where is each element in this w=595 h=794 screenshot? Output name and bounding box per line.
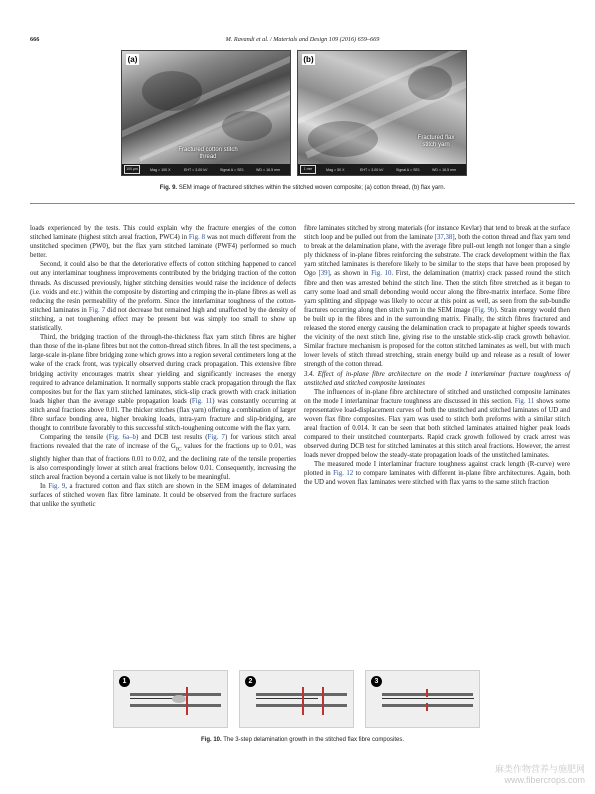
citation-link[interactable]: [37,38] (434, 234, 455, 242)
step-number: 1 (119, 676, 130, 687)
citation-link[interactable]: [39] (318, 270, 330, 278)
panel-label-a: (a) (127, 55, 138, 64)
sem-info-eht: EHT = 3.00 kV (184, 168, 208, 172)
sem-info-mag: Mag = 100 X (150, 168, 171, 172)
figure-ref-link[interactable]: Fig. 9 (48, 482, 66, 490)
divider (30, 203, 575, 204)
figure-9-caption-text: SEM image of fractured stitches within the stitched woven composite; (a) cotton thread, (b) flax yarn. (177, 185, 446, 191)
figure-9-label: Fig. 9. (159, 185, 178, 191)
paragraph: The influences of in-plane fibre architecture of stitched and unstitched composite laminates on the mode I interlaminar fracture toughness are discussed in this section. Fig. 11 shows some representative load-displacement curves of both the unstitched and stitched laminates of UD and woven flax fibre composites. Flax yarn was used to stitch both preforms with a similar stitch areal fraction of 0.014. It can be seen that both stitched laminates attained higher peak loads compared to their unstitched counterparts. Rapid crack growth followed by crack arrest was observed during DCB test for stitched laminates at this stitch areal fractions. However, the arrest loads never dropped below the steady-state propagation loads of the unstitched laminates. (304, 388, 570, 460)
delamination-step-3 (365, 670, 480, 728)
sem-info-bar-a (122, 164, 290, 175)
paragraph: Third, the bridging traction of the through-the-thickness flax yarn stitch fibres are higher than those of the in-plane fibres but not the cotton-thread stitch fibres. In all the test specimens, a large-scale in-plane fibre bridging zone which grows into a region several centimeters long at the wake of the crack front, was typically observed during crack propagation. This extensive fibre bridging activity encourages matrix shear yielding and significantly increases the energy required to advance delamination. It normally supports stable crack propagation through the flax composites but for the flax yarn stitched laminates, stick-slip crack growth with crack initiation loads higher than the average stable propagation loads (Fig. 11) was constantly occurring at stitch areal fractions above 0.01. The thicker stitches (flax yarn) offering a combination of larger fibre surface bonding area, higher breaking loads, intra-yarn fracture and slip-bridging, are thought to contribute favorably to this successful stitch-toughening outcome with the flax yarn. (30, 334, 296, 433)
page-number: 666 (30, 36, 40, 43)
figure-ref-link[interactable]: Fig. 6a–b (108, 434, 136, 442)
sem-info-bar-b (298, 164, 466, 175)
step-number: 3 (371, 676, 382, 687)
figure-ref-link[interactable]: Fig. 7 (207, 434, 225, 442)
figure-ref-link[interactable]: Fig. 10 (371, 270, 392, 278)
figure-9a-sem-image (121, 50, 291, 176)
annotation-fractured-cotton: Fractured cotton stitch thread (178, 147, 238, 160)
annotation-fractured-flax: Fractured flax stitch yarn (417, 135, 455, 148)
paragraph: loads experienced by the tests. This could explain why the fracture energies of the cotton stitched laminate (highest stitch areal fraction, PWC4) in Fig. 8 was not much different from the unstitched specimen (PW0), but the flax yarn stitched laminate (PWF4) performed so much better. (30, 225, 296, 260)
figure-10-caption-text: The 3-step delamination growth in the stitched flax fibre composites. (221, 737, 404, 743)
figure-ref-link[interactable]: Fig. 11 (191, 397, 213, 405)
paragraph: In Fig. 9, a fractured cotton and flax stitch are shown in the SEM images of delaminated surfaces of stitched woven flax fibre laminate. It could be observed from the fracture surfaces that unlike the synthetic (30, 482, 296, 509)
paragraph: Second, it could also be that the deteriorative effects of cotton stitching happened to cancel out any interlaminar toughness improvements contributed by the bridging traction of the cotton threads. As discussed previously, higher stitching densities would raise the incidence of defects (i.e. voids and etc.) within the composite by distorting and crimping the in-plane fibres as well as reducing the resin permeability of the preform. Since the interlaminar toughness of the cotton-stitched laminates in Fig. 7 did not decrease but remained high and unaffected by the density of stitching, a net toughening effect may be present but was simply too small to show up statistically. (30, 261, 296, 333)
body-column-left (30, 224, 296, 509)
sem-info-signal: Signal A = SE1 (220, 168, 244, 172)
site-watermark: 麻类作物营养与施肥网 www.fibercrops.com (494, 764, 585, 785)
delamination-step-1 (113, 670, 228, 728)
panel-label-b: (b) (303, 55, 314, 64)
sem-info-eht: EHT = 3.00 kV (360, 168, 384, 172)
figure-ref-link[interactable]: Fig. 12 (333, 470, 354, 478)
figure-9-caption (30, 185, 575, 191)
figure-9b-sem-image (297, 50, 467, 176)
sem-info-wd: WD = 16.5 mm (432, 168, 457, 172)
sem-info-signal: Signal A = SE1 (396, 168, 420, 172)
figure-ref-link[interactable]: Fig. 7 (88, 306, 106, 314)
scale-bar-b: 1 mm (300, 165, 316, 174)
figure-10-diagram (113, 670, 483, 728)
paragraph: Comparing the tensile (Fig. 6a–b) and DCB test results (Fig. 7) for various stitch areal fractions revealed that the rate of increase of the $G_{IC}$ values for the fractions up to 0.01, was slightly higher than that of fractions 0.01 to 0.02, and the declining rate of the tensile properties is also correspondingly lower at stitch areal fractions below 0.01. Consequently, increasing the stitch areal fraction beyond a certain value is not likely to be meaningful. (30, 434, 296, 481)
scale-bar-a: 100 μm (124, 165, 140, 174)
figure-ref-link[interactable]: Fig. 8 (188, 234, 206, 242)
journal-reference: M. Ravandi et al. / Materials and Design 109 (2016) 659–669 (225, 36, 380, 43)
body-column-right (304, 224, 570, 488)
paragraph: The measured mode I interlaminar fracture toughness against crack length (R-curve) were plotted in Fig. 12 to compare laminates with different in-plane fibre architectures. Again, both the UD and woven flax laminates were stitched with flax yarns to the same stitch fraction (304, 461, 570, 487)
figure-ref-link[interactable]: Fig. 9b (474, 306, 495, 314)
sem-info-mag: Mag = 50 X (326, 168, 345, 172)
paragraph: fibre laminates stitched by strong materials (for instance Kevlar) that tend to break at the surface stitch loop and be pulled out from the laminate [37,38], both the cotton thread and flax yarn tend to break at the delamination plane, with the average fibre pull-out length not longer than a single ply thickness of in-plane fibres reinforcing the substrate. The crack development within the flax yarn stitched laminates is therefore likely to be similar to the steps that have been proposed by Ogo [39], as shown in Fig. 10. First, the delamination (matrix) crack passed round the stitch fibre and then was arrested behind the stitch line. Then the stitch fibre stretched as it began to carry some load and small debonding would occur along the fibre-matrix interface. Some fibre yarn splitting and slippage was likely to occur at this point as well, as seen from the sub-bundle fractures occurring along then stitch yarn in the SEM image (Fig. 9b). Strain energy would then be built up in the fibres and in the surrounding matrix. Finally, the stitch fibres fractured and released the stored energy causing the delamination crack to propagate at higher speeds towards the vicinity of the next stitch line, giving rise to the unstable stick-slip crack growth behavior. Similar fracture mechanism is proposed for the cotton stitched laminates as well, but with much lower levels of stitch thread stretching, strain energy build up and release as a result of lower strength of the cotton thread. (304, 225, 570, 369)
step-number: 2 (245, 676, 256, 687)
sem-info-wd: WD = 16.5 mm (256, 168, 281, 172)
delamination-step-2 (239, 670, 354, 728)
figure-10-label: Fig. 10. (201, 737, 222, 743)
figure-ref-link[interactable]: Fig. 11 (514, 397, 535, 405)
figure-10-caption (30, 737, 575, 743)
section-heading: 3.4. Effect of in-plane fibre architecture on the mode I interlaminar fracture toughness of unstitched and stitched composite laminates (304, 370, 570, 387)
